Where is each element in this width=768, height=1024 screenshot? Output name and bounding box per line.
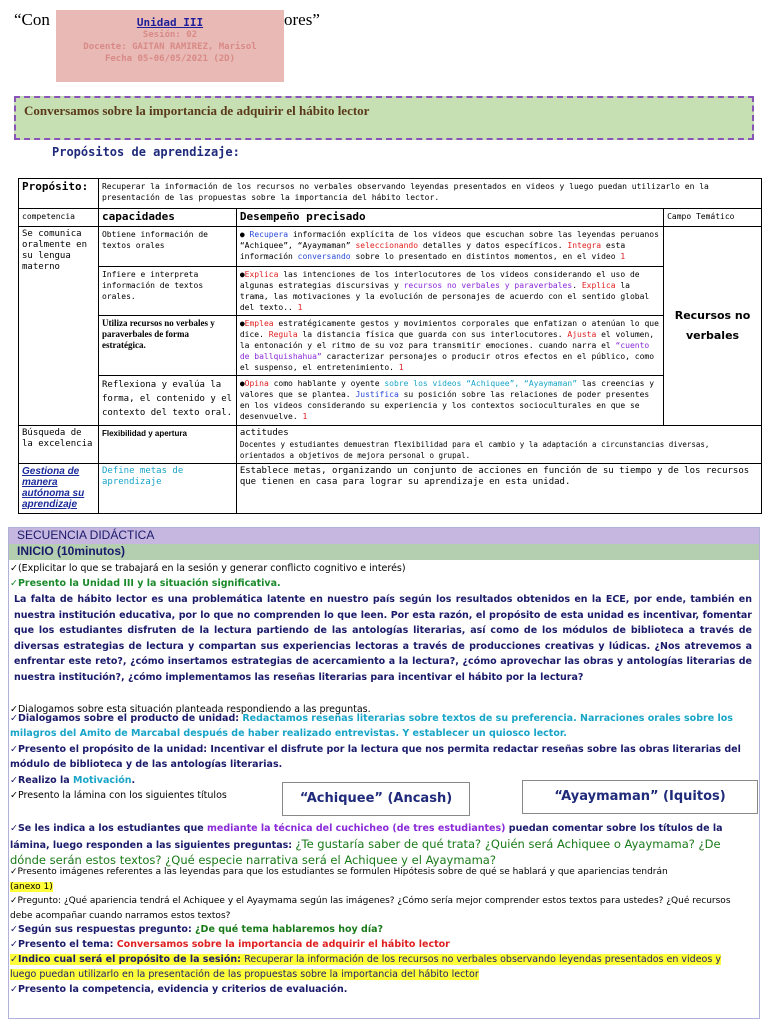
session-info-box <box>56 10 284 82</box>
desempeno-cell: ●Emplea estratégicamente gestos y movimientos corporales que enfatizan o atenúan lo que dice. Regula la distancia física que guarda con sus interlocutores. Ajusta el volumen, la entonación y el ritmo de su voz para transmitir emociones. cuando narra el “cuento de ballquishahua” caracterizar personajes o producir otros efectos en el público, como el suspenso, el entretenimiento. 1 <box>236 316 663 376</box>
document-title-right: ores” <box>284 10 320 29</box>
capacidad-cell: Infiere e interpreta información de textos orales. <box>98 267 236 316</box>
gestiona-cell: Gestiona de manera autónoma su aprendizaje <box>19 464 99 514</box>
inicio-bar <box>9 544 759 560</box>
col-capacidades: capacidades <box>98 209 236 227</box>
proposito-label: Propósito: <box>19 179 99 209</box>
session-title-banner <box>14 96 754 140</box>
sequence-line: ✓Presento la Unidad III y la situación significativa. <box>10 578 281 589</box>
desempeno-cell: ● Recupera información explícita de los videos que escuchan sobre las leyendas peruanos “Achiquee”, “Ayaymaman” seleccionando detalles y datos específicos. Integra esta información conversando sobre lo presentado en distintos momentos, en el video 1 <box>236 227 663 267</box>
capacidad-cell: Obtiene información de textos orales <box>98 227 236 267</box>
proposito-text: Recuperar la información de los recursos no verbales observando leyendas presentados en videos y luego puedan utilizarlo en la presentación de las propuestas sobre la importancia del hábito lector. <box>98 179 761 209</box>
sequence-line: ✓Dialogamos sobre esta situación planteada respondiendo a las preguntas. <box>10 704 371 715</box>
anexo-highlight: (anexo 1) <box>10 882 53 892</box>
metas-text-cell: Establece metas, organizando un conjunto de acciones en función de su tiempo y de los recursos que tienen en casa para lograr su aprendizaje en esta unidad. <box>236 464 761 514</box>
title-box-ayaymaman: “Ayaymaman” (Iquitos) <box>522 780 758 814</box>
title-box-achiquee: “Achiquee” (Ancash) <box>282 782 470 816</box>
campo-tematico-cell: Recursos no verbales <box>664 227 762 426</box>
col-campo-tematico: Campo Temático <box>664 209 762 227</box>
sequence-line: ✓(Explicitar lo que se trabajará en la sesión y generar conflicto cognitivo e interés) <box>10 563 406 574</box>
session-title: Conversamos sobre la importancia de adquirir el hábito lector <box>24 103 370 118</box>
desempeno-cell: ●Explica las intenciones de los interlocutores de los videos considerando el uso de algunas estrategias discursivas y recursos no verbales y paraverbales. Explica la trama, las motivaciones y la evolución de personajes de acuerdo con el sentido global del texto.. 1 <box>236 267 663 316</box>
sequence-line: ✓Presento el tema: Conversamos sobre la importancia de adquirir el hábito lector <box>10 939 450 950</box>
flexibilidad-cell: Flexibilidad y apertura <box>98 426 236 464</box>
sequence-line: ✓Presento la competencia, evidencia y criterios de evaluación. <box>10 984 348 995</box>
sequence-line: ✓Realizo la Motivación. <box>10 775 136 786</box>
col-competencia: competencia <box>19 209 99 227</box>
sequence-title-bar <box>9 528 759 544</box>
col-desempeno: Desempeño precisado <box>236 209 663 227</box>
sequence-title: SECUENCIA DIDÁCTICA <box>17 528 155 542</box>
teacher-label: Docente: GAITAN RAMIREZ, Marisol <box>83 42 257 52</box>
actitudes-cell: actitudes Docentes y estudiantes demuestran flexibilidad para el cambio y la adaptación a circunstancias diversas, orientados a objetivos de mejora personal o grupal. <box>236 426 761 464</box>
sequence-line: ✓Dialogamos sobre el producto de unidad: Redactamos reseñas literarias sobre textos de su preferencia. Narraciones orales sobre los milagros del Amito de Marcabal después de haber realizado entrevistas. Y establecer un quiosco lector. <box>10 713 733 739</box>
unit-label: Unidad III <box>136 16 204 29</box>
sequence-line: ✓Presento imágenes referentes a las leyendas para que los estudiantes se formulen Hipótesis sobre de qué se hablará y que apariencias tendrán (anexo 1) <box>10 867 668 892</box>
situation-paragraph: La falta de hábito lector es una problemática latente en nuestro país según los resultados obtenidos en la ECE, por ende, también en nuestra institución educativa, por lo que no comprenden lo que leen. Por esta razón, el propósito de esta unidad es incentivar, fomentar que los estudiantes disfruten de la lectura partiendo de las antologías literarias, así como de los módulos de biblioteca a través de diversas estrategias de lectura y compartan sus experiencias lectoras a través de producciones creativas y lúdicas. ¿Nos atrevemos a enfrentar este reto?, ¿cómo insertamos estrategias de acercamiento a la lectura?, ¿cómo aprovechar las obras y antologías literarias de nuestra institución?, ¿cómo implementamos las reseñas literarias para incentivar el hábito por la lectura? <box>14 594 752 683</box>
date-label: Fecha 05-06/05/2021 (2D) <box>104 54 236 64</box>
busqueda-cell: Búsqueda de la excelencia <box>19 426 99 464</box>
metas-cell: Define metas de aprendizaje <box>98 464 236 514</box>
document-title-left: “Con <box>14 10 50 29</box>
purposes-heading: Propósitos de aprendizaje: <box>52 145 240 159</box>
session-label: Sesión: 02 <box>142 30 198 40</box>
competencia-cell: Se comunica oralmente en su lengua materno <box>19 227 99 426</box>
capacidad-cell: Utiliza recursos no verbales y paraverbales de forma estratégica. <box>98 316 236 376</box>
sequence-line: ✓Presento la lámina con los siguientes títulos <box>10 790 227 801</box>
sequence-line: ✓Se les indica a los estudiantes que mediante la técnica del cuchicheo (de tres estudiantes) puedan comentar sobre los títulos de la lámina, luego responden a las siguientes preguntas: ¿Te gustaría saber de qué trata? ¿Quién será Achiquee o Ayaymama? ¿De dónde serán estos textos? ¿Qué especie narrativa será el Achiquee y el Ayaymama? <box>10 823 723 867</box>
sequence-line: ✓Presento el propósito de la unidad: Incentivar el disfrute por la lectura que nos permita redactar reseñas sobre las obras literarias del módulo de biblioteca y de las antologías literarias. <box>10 744 741 770</box>
inicio-title: INICIO (10minutos) <box>17 544 126 558</box>
sequence-line: ✓Pregunto: ¿Qué apariencia tendrá el Achiquee y el Ayaymama según las imágenes? ¿Cómo sería mejor comprender estos textos para ustedes? ¿Qué recursos debe acompañar cuando narramos estos textos? <box>10 896 731 921</box>
capacidad-cell: Reflexiona y evalúa la forma, el contenido y el contexto del texto oral. <box>98 376 236 426</box>
sequence-line: ✓Indico cual será el propósito de la sesión: Recuperar la información de los recursos no verbales observando leyendas presentados en videos y luego puedan utilizarlo en la presentación de las propuestas sobre la importancia del hábito lector <box>10 954 721 980</box>
desempeno-cell: ●Opina como hablante y oyente sobre los videos “Achiquee”, “Ayaymaman” las creencias y valores que se plantea. Justifica su posición sobre las relaciones de poder presentes en los videos considerando su experiencia y los contextos socioculturales en que se desenvuelve. 1 <box>236 376 663 426</box>
learning-purposes-table <box>18 178 762 514</box>
sequence-line: ✓Según sus respuestas pregunto: ¿De qué tema hablaremos hoy día? <box>10 924 384 935</box>
